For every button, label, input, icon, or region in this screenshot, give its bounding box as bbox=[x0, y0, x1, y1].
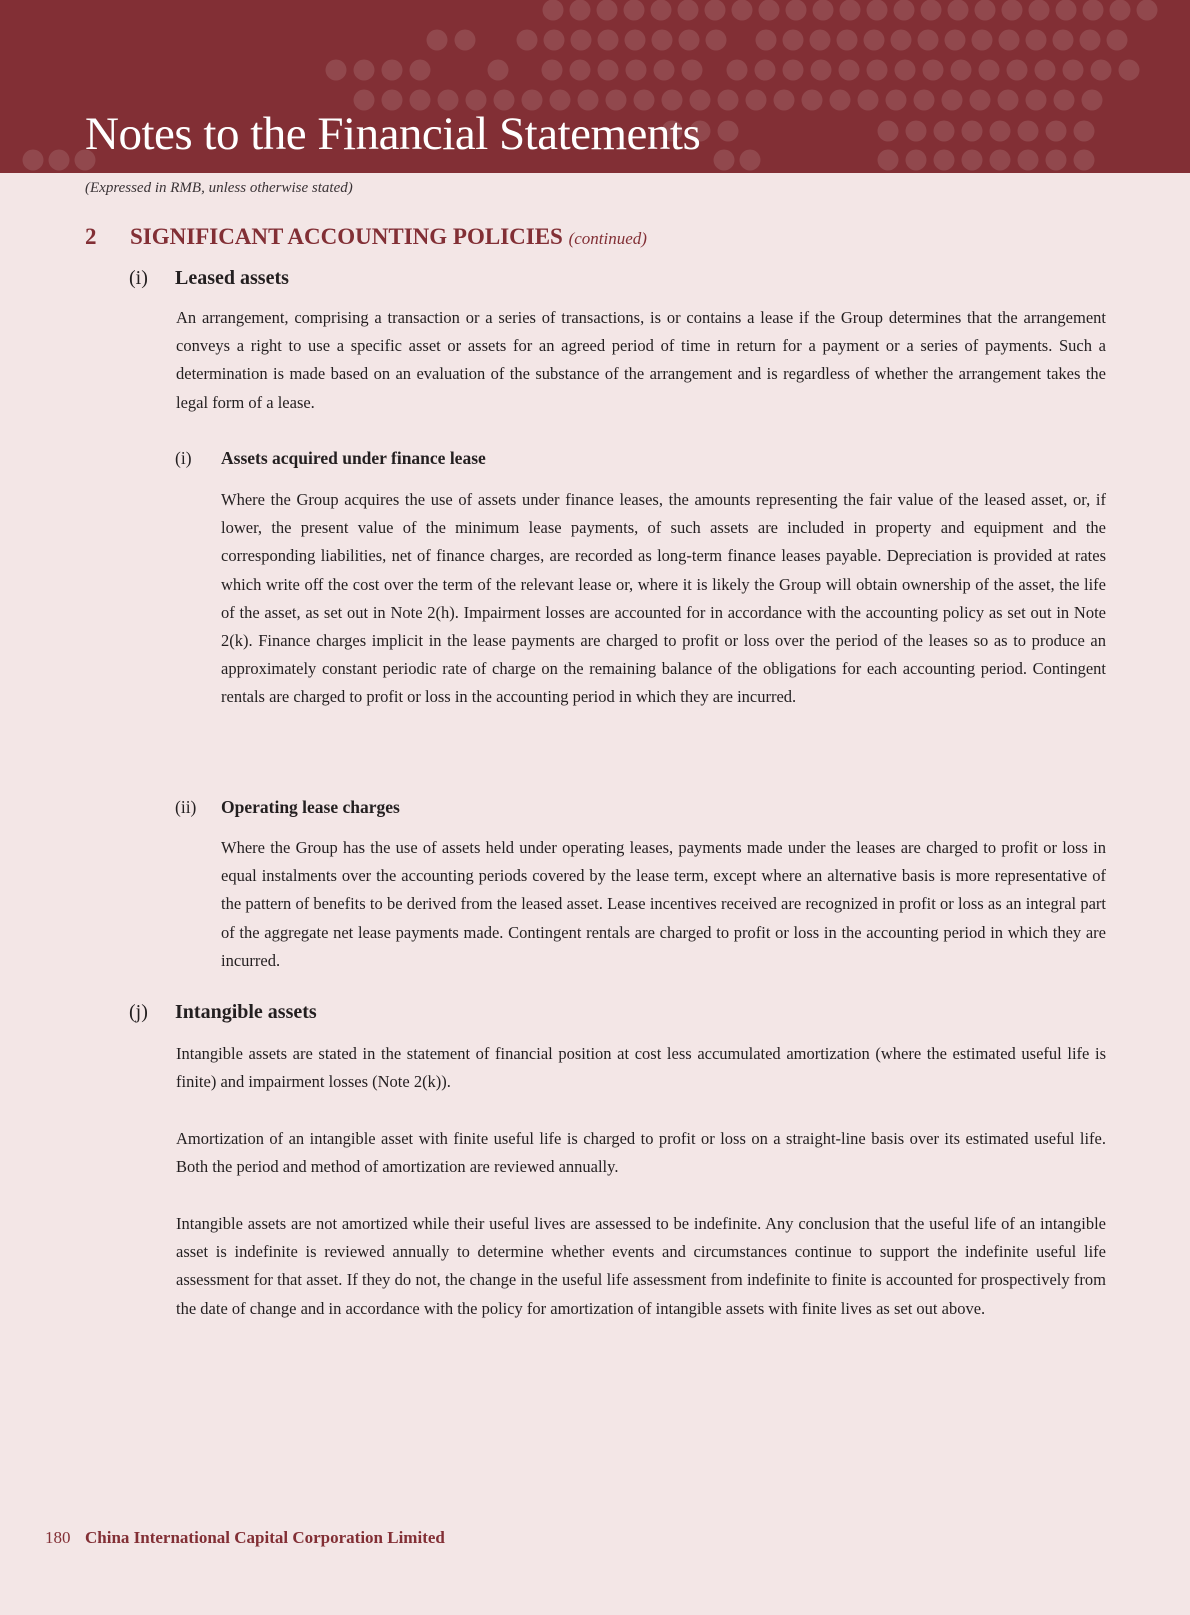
decorative-dot bbox=[813, 0, 834, 21]
decorative-dot bbox=[598, 60, 619, 81]
subsubsection-title: Operating lease charges bbox=[221, 797, 400, 817]
decorative-dot bbox=[918, 30, 939, 51]
decorative-dot bbox=[990, 150, 1011, 171]
decorative-dot bbox=[732, 0, 753, 21]
decorative-dot bbox=[867, 0, 888, 21]
decorative-dot bbox=[571, 30, 592, 51]
decorative-dot bbox=[934, 121, 955, 142]
decorative-dot bbox=[517, 30, 538, 51]
decorative-dot bbox=[951, 60, 972, 81]
decorative-dot bbox=[718, 121, 739, 142]
decorative-dot bbox=[858, 90, 879, 111]
decorative-dot bbox=[1035, 60, 1056, 81]
header-banner bbox=[0, 0, 1190, 173]
decorative-dot bbox=[1074, 121, 1095, 142]
decorative-dot bbox=[570, 60, 591, 81]
decorative-dot bbox=[802, 90, 823, 111]
subsubsection-label: (i) bbox=[175, 448, 192, 468]
decorative-dot bbox=[891, 30, 912, 51]
decorative-dot bbox=[652, 30, 673, 51]
decorative-dot bbox=[774, 90, 795, 111]
decorative-dot bbox=[830, 90, 851, 111]
decorative-dot bbox=[979, 60, 1000, 81]
decorative-dot bbox=[906, 121, 927, 142]
decorative-dot bbox=[998, 90, 1019, 111]
decorative-dot bbox=[326, 60, 347, 81]
decorative-dot bbox=[1002, 0, 1023, 21]
subsubsection-heading-finance-lease bbox=[175, 448, 486, 469]
decorative-dot bbox=[543, 0, 564, 21]
paragraph: Where the Group has the use of assets held under operating leases, payments made under the leases are charged to profit or loss in equal instalments over the accounting periods covered by the lease term, except where an alternative basis is more representative of the pattern of benefits to be derived from the leased asset. Lease incentives received are recognized in profit or loss as an integral part of the aggregate net lease payments made. Contingent rentals are charged to profit or loss in the accounting period in which they are incurred. bbox=[221, 838, 1106, 970]
decorative-dot bbox=[1074, 150, 1095, 171]
paragraph: An arrangement, comprising a transaction or a series of transactions, is or contains a lease if the Group determines that the arrangement conveys a right to use a specific asset or assets for an agreed period of time in return for a payment or a series of payments. Such a determination is made based on an evaluation of the substance of the arrangement and is regardless of whether the arrangement takes the legal form of a lease. bbox=[176, 308, 1106, 412]
decorative-dot bbox=[1018, 150, 1039, 171]
decorative-dot bbox=[23, 150, 44, 171]
decorative-dot bbox=[755, 60, 776, 81]
decorative-dot bbox=[624, 0, 645, 21]
continued-label: (continued) bbox=[568, 229, 647, 248]
paragraph: Where the Group acquires the use of assets under finance leases, the amounts representing the fair value of the leased asset, or, if lower, the present value of the minimum lease payments, of such assets are included in property and equipment and the corresponding liabilities, net of finance charges, are recorded as long-term finance leases payable. Depreciation is provided at rates which write off the cost over the term of the relevant lease or, where it is likely the Group will obtain ownership of the asset, the life of the asset, as set out in Note 2(h). Impairment losses are accounted for in accordance with the accounting policy as set out in Note 2(k). Finance charges implicit in the lease payments are charged to profit or loss over the period of the leases so as to produce an approximately constant periodic rate of charge on the remaining balance of the obligations for each accounting period. Contingent rentals are charged to profit or loss in the accounting period in which they are incurred. bbox=[221, 490, 1106, 707]
decorative-dot bbox=[427, 30, 448, 51]
decorative-dot bbox=[597, 0, 618, 21]
decorative-dot bbox=[1053, 30, 1074, 51]
decorative-dot bbox=[962, 121, 983, 142]
decorative-dot bbox=[886, 90, 907, 111]
decorative-dot bbox=[488, 60, 509, 81]
decorative-dot bbox=[651, 0, 672, 21]
paragraph: Intangible assets are not amortized while their useful lives are assessed to be indefinite. Any conclusion that the useful life of an intangible asset is indefinite is reviewed annually to determine whether events and circumstances continue to support the indefinite useful life assessment for that asset. If they do not, the change in the useful life assessment from indefinite to finite is accounted for prospectively from the date of change and in accordance with the policy for amortization of intangible assets with finite lives as set out above. bbox=[176, 1214, 1106, 1318]
decorative-dot bbox=[705, 0, 726, 21]
decorative-dot bbox=[727, 60, 748, 81]
decorative-dot bbox=[1107, 30, 1128, 51]
decorative-dot bbox=[810, 30, 831, 51]
decorative-dot bbox=[1046, 121, 1067, 142]
subsubsection-title: Assets acquired under finance lease bbox=[221, 448, 486, 468]
decorative-dot bbox=[878, 150, 899, 171]
company-name: China International Capital Corporation Limited bbox=[85, 1528, 445, 1547]
decorative-dot bbox=[1082, 90, 1103, 111]
decorative-dot bbox=[783, 60, 804, 81]
decorative-dot bbox=[948, 0, 969, 21]
subsection-heading-leased-assets bbox=[129, 267, 289, 290]
subsection-heading-intangible-assets bbox=[129, 1001, 317, 1024]
paragraph: Intangible assets are stated in the statement of financial position at cost less accumulated amortization (where the estimated useful life is finite) and impairment losses (Note 2(k)). bbox=[176, 1044, 1106, 1092]
decorative-dot bbox=[759, 0, 780, 21]
decorative-dot bbox=[1056, 0, 1077, 21]
page-title: Notes to the Financial Statements bbox=[85, 108, 701, 160]
subsubsection-heading-operating-lease bbox=[175, 797, 400, 818]
decorative-dot bbox=[914, 90, 935, 111]
decorative-dot bbox=[811, 60, 832, 81]
decorative-dot bbox=[1029, 0, 1050, 21]
decorative-dot bbox=[354, 60, 375, 81]
subsubsection-label: (ii) bbox=[175, 797, 197, 817]
decorative-dot bbox=[679, 30, 700, 51]
decorative-dot bbox=[878, 121, 899, 142]
section-title: SIGNIFICANT ACCOUNTING POLICIES bbox=[130, 224, 563, 249]
decorative-dot bbox=[570, 0, 591, 21]
decorative-dot bbox=[942, 90, 963, 111]
decorative-dot bbox=[783, 30, 804, 51]
paragraph: Amortization of an intangible asset with finite useful life is charged to profit or loss on a straight-line basis over its estimated useful life. Both the period and method of amortization are reviewed annually. bbox=[176, 1129, 1106, 1177]
decorative-dot bbox=[1026, 90, 1047, 111]
decorative-dot bbox=[654, 60, 675, 81]
decorative-dot bbox=[718, 90, 739, 111]
decorative-dot bbox=[746, 90, 767, 111]
decorative-dot bbox=[1046, 150, 1067, 171]
decorative-dot bbox=[49, 150, 70, 171]
decorative-dot bbox=[895, 60, 916, 81]
decorative-dot bbox=[864, 30, 885, 51]
decorative-dot bbox=[962, 150, 983, 171]
decorative-dot bbox=[970, 90, 991, 111]
decorative-dot bbox=[740, 150, 761, 171]
decorative-dot bbox=[626, 60, 647, 81]
page-footer bbox=[45, 1528, 445, 1548]
page-number: 180 bbox=[45, 1528, 71, 1547]
subsection-label: (j) bbox=[129, 1001, 148, 1023]
decorative-dot bbox=[999, 30, 1020, 51]
decorative-dot bbox=[1054, 90, 1075, 111]
decorative-dot bbox=[923, 60, 944, 81]
decorative-dot bbox=[682, 60, 703, 81]
decorative-dot bbox=[1137, 0, 1158, 21]
decorative-dot bbox=[1091, 60, 1112, 81]
decorative-dot bbox=[714, 150, 735, 171]
decorative-dot bbox=[786, 0, 807, 21]
decorative-dot bbox=[1026, 30, 1047, 51]
subsection-title: Leased assets bbox=[175, 267, 289, 289]
decorative-dot bbox=[990, 121, 1011, 142]
decorative-dot bbox=[837, 30, 858, 51]
decorative-dot bbox=[839, 60, 860, 81]
decorative-dot bbox=[906, 150, 927, 171]
decorative-dot bbox=[975, 0, 996, 21]
subsection-label: (i) bbox=[129, 267, 148, 289]
decorative-dot bbox=[455, 30, 476, 51]
decorative-dot bbox=[1080, 30, 1101, 51]
decorative-dot bbox=[1119, 60, 1140, 81]
decorative-dot bbox=[972, 30, 993, 51]
decorative-dot bbox=[1083, 0, 1104, 21]
decorative-dot bbox=[867, 60, 888, 81]
section-number: 2 bbox=[85, 224, 97, 249]
decorative-dot bbox=[382, 60, 403, 81]
decorative-dot bbox=[1063, 60, 1084, 81]
decorative-dot bbox=[840, 0, 861, 21]
decorative-dot bbox=[934, 150, 955, 171]
decorative-dot bbox=[1110, 0, 1131, 21]
decorative-dot bbox=[945, 30, 966, 51]
decorative-dot bbox=[894, 0, 915, 21]
currency-note: (Expressed in RMB, unless otherwise stated) bbox=[85, 180, 353, 196]
subsection-title: Intangible assets bbox=[175, 1001, 317, 1023]
decorative-dot bbox=[756, 30, 777, 51]
decorative-dot bbox=[598, 30, 619, 51]
section-heading bbox=[85, 224, 647, 250]
decorative-dot bbox=[542, 60, 563, 81]
decorative-dot bbox=[678, 0, 699, 21]
decorative-dot bbox=[410, 60, 431, 81]
decorative-dot bbox=[625, 30, 646, 51]
decorative-dot bbox=[1018, 121, 1039, 142]
decorative-dot bbox=[921, 0, 942, 21]
decorative-dot bbox=[544, 30, 565, 51]
decorative-dot bbox=[706, 30, 727, 51]
decorative-dot bbox=[1007, 60, 1028, 81]
